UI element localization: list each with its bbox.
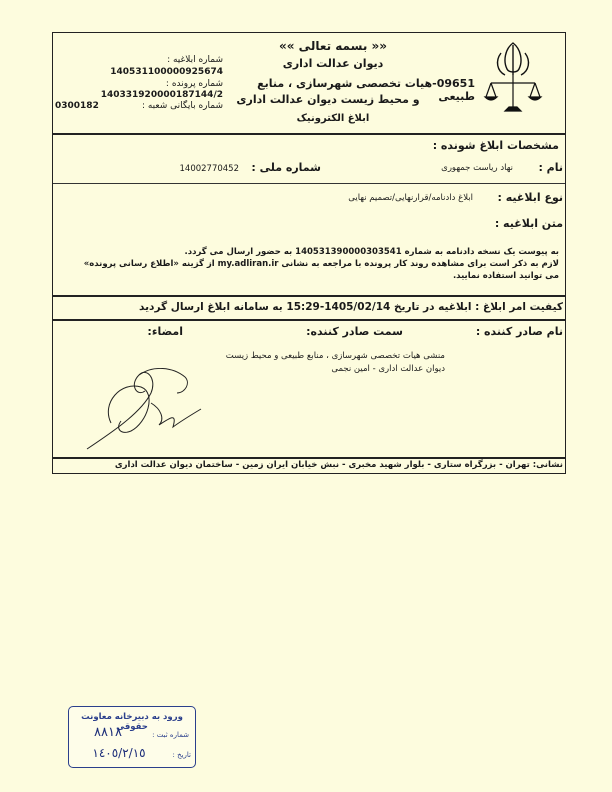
national-id-value: 14002770452 bbox=[179, 164, 239, 174]
recipient-divider bbox=[53, 183, 565, 184]
delivery-divider bbox=[53, 319, 565, 321]
signature-label: امضاء: bbox=[147, 325, 183, 338]
issuer-name-label: نام صادر کننده : bbox=[475, 325, 563, 338]
notice-type-value: ابلاغ دادنامه/قرارنهایی/تصمیم نهایی bbox=[348, 193, 473, 203]
notice-number-value: 140531100000925674 bbox=[110, 67, 223, 77]
iran-emblem-icon bbox=[483, 39, 543, 117]
bismillah-heading: «« بسمه تعالی »» bbox=[278, 39, 388, 53]
archive-number-value: 0300182 bbox=[55, 101, 99, 111]
court-name: دیوان عدالت اداری bbox=[282, 57, 384, 70]
archive-number-label: شماره بایگانی شعبه : bbox=[141, 101, 223, 111]
notice-frame bbox=[52, 32, 566, 474]
notice-text-line3: می توانید استفاده نمایید. bbox=[452, 271, 559, 281]
footer-divider bbox=[53, 457, 565, 459]
stamp-date-label: تاریخ : bbox=[172, 751, 191, 759]
national-id-label: شماره ملی : bbox=[251, 161, 321, 174]
notice-text-label: متن ابلاغیه : bbox=[494, 217, 563, 230]
notice-number-label: شماره ابلاغیه : bbox=[167, 55, 223, 65]
branch-name-line2: و محیط زیست دیوان عدالت اداری bbox=[236, 93, 420, 106]
document-type: ابلاغ الکترونیک bbox=[296, 113, 370, 124]
issuer-position-line1: منشی هیات تخصصی شهرسازی ، منابع طبیعی و محیط زیست bbox=[225, 351, 445, 361]
stamp-title: ورود به دبیرخانه معاونت حقوقی bbox=[81, 712, 183, 732]
stamp-date-value: ١٤٠٥/٢/١٥ bbox=[92, 746, 146, 760]
issuer-position-line2: دیوان عدالت اداری - امین نجمی bbox=[331, 364, 445, 374]
stamp-reg-label: شماره ثبت : bbox=[152, 731, 189, 739]
received-stamp bbox=[68, 706, 196, 768]
case-number-value: 140331920000187144/2 bbox=[100, 90, 223, 100]
notice-type-label: نوع ابلاغیه : bbox=[497, 191, 563, 204]
recipient-section-title: مشخصات ابلاغ شونده : bbox=[432, 139, 559, 152]
issuer-position-label: سمت صادر کننده: bbox=[306, 325, 403, 338]
header-divider bbox=[53, 133, 565, 135]
stamp-reg-value: ٨٨١٨ bbox=[94, 725, 122, 740]
case-number-label: شماره پرونده : bbox=[165, 79, 223, 89]
footer-address: نشانی: تهران - بزرگراه ستاری - بلوار شهید مخبری - نبش خیابان ایران زمین - ساختمان دیوان عدالت اداری bbox=[114, 460, 563, 470]
notice-text-line2: لازم به ذکر است برای مشاهده روند کار پرونده با مراجعه به نشانی my.adliran.ir از گزینه «اطلاع رسانی پرونده» bbox=[83, 259, 559, 269]
delivery-status: کیفیت امر ابلاغ : ابلاغیه در تاریخ 1405/02/14-15:29 به سامانه ابلاغ ارسال گردید bbox=[139, 301, 563, 313]
text-divider bbox=[53, 295, 565, 297]
branch-name-line1: 09651-هیات تخصصی شهرسازی ، منابع طبیعی bbox=[257, 77, 475, 103]
handwritten-signature bbox=[81, 353, 231, 453]
recipient-name-value: نهاد ریاست جمهوری bbox=[441, 163, 513, 173]
notice-text-line1: به پیوست یک نسخه دادنامه به شماره 140531390000303541 به حضور ارسال می گردد. bbox=[184, 247, 559, 257]
recipient-name-label: نام : bbox=[538, 161, 563, 174]
